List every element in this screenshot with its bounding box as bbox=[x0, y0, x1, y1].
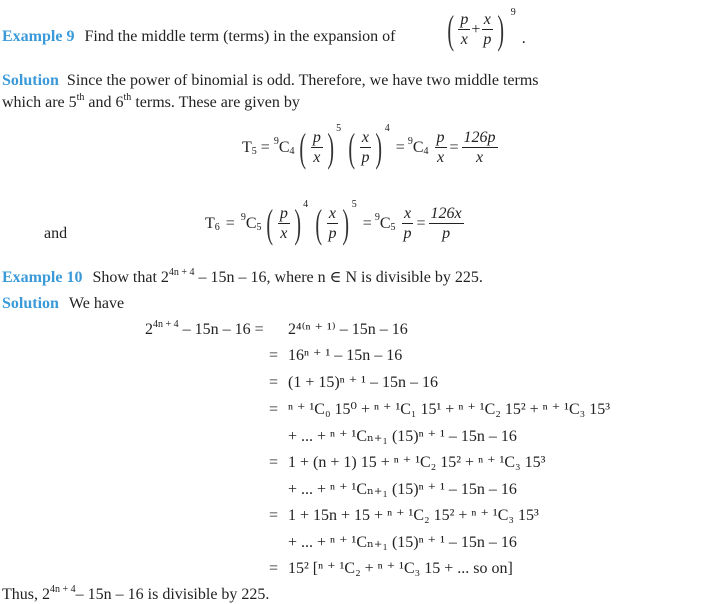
t5-eq3: = bbox=[449, 139, 459, 156]
sup-th1: th bbox=[76, 92, 85, 103]
t5-sub: 5 bbox=[251, 146, 257, 157]
eq-sign-5: = bbox=[269, 454, 279, 471]
t5-f3d: x bbox=[436, 149, 445, 166]
sup-th2: th bbox=[123, 92, 132, 103]
period: . bbox=[521, 30, 526, 47]
t5-c2pre: 9 bbox=[407, 136, 413, 147]
derivation-line-7: 1 + 15n + 15 + ⁿ ⁺ ¹C₂ 15² + ⁿ ⁺ ¹C₃ 15³ bbox=[288, 507, 539, 524]
solution10-line bbox=[2, 296, 124, 312]
example10-text-b: – 15n – 16, where n ∈ N is divisible by 225. bbox=[194, 269, 483, 286]
derivation-line-8: + ... + ⁿ ⁺ ¹Cₙ₊₁ (15)ⁿ ⁺ ¹ – 15n – 16 bbox=[288, 534, 517, 551]
t6-eq2: = bbox=[362, 215, 372, 232]
conclusion-line bbox=[2, 584, 270, 603]
solution9-line1 bbox=[2, 73, 539, 89]
solution9-text2b: and 6 bbox=[84, 94, 124, 111]
conclusion-text-a: Thus, 2 bbox=[2, 586, 50, 603]
lhs-base: 2 bbox=[145, 321, 153, 338]
solution9-text2c: terms. These are given by bbox=[131, 94, 300, 111]
t6-equation: T $_6$ = $^9$ C $_5$ ( $\frac{p}{x}$ ) 4 ( $\frac{x}{p}$ ) 5 = $^9$ C $_5$ $\frac{x}{p}$ = $\frac{126x}{p}$ bbox=[205, 199, 462, 246]
t5-e1: 5 bbox=[336, 123, 342, 134]
t5-eq1: = bbox=[260, 139, 270, 156]
t5-c2sub: 4 bbox=[423, 146, 429, 157]
solution9-line2 bbox=[2, 92, 300, 111]
solution9-text2a: which are 5 bbox=[2, 94, 77, 111]
t6-T: T bbox=[205, 215, 215, 232]
frac2-den: p bbox=[483, 31, 492, 48]
and-label: and bbox=[44, 225, 68, 242]
example10-line bbox=[2, 267, 483, 286]
t6-csub: 5 bbox=[256, 222, 262, 233]
derivation-lhs bbox=[145, 319, 264, 338]
derivation-line-0: 2⁴⁽ⁿ ⁺ ¹⁾ – 15n – 16 bbox=[288, 321, 408, 338]
eq-sign-2: = bbox=[269, 374, 279, 391]
t6-f3n: x bbox=[403, 205, 412, 222]
t6-f4n: 126x bbox=[430, 205, 462, 222]
solution10-text: We have bbox=[68, 295, 125, 312]
example9-text: Find the middle term (terms) in the expansion of bbox=[84, 28, 396, 45]
solution9-label: Solution bbox=[2, 72, 59, 89]
derivation-line-5: 1 + (n + 1) 15 + ⁿ ⁺ ¹C₂ 15² + ⁿ ⁺ ¹C₃ 15³ bbox=[288, 454, 546, 471]
frac2-num: x bbox=[483, 11, 491, 28]
t5-f3n: p bbox=[436, 129, 445, 146]
t5-cpre: 9 bbox=[273, 136, 279, 147]
t5-f2d: p bbox=[361, 149, 370, 166]
t6-sub: 6 bbox=[214, 222, 220, 233]
lhs-rest: – 15n – 16 = bbox=[178, 321, 264, 338]
t6-cpre: 9 bbox=[240, 212, 246, 223]
t6-eq1: = bbox=[225, 215, 235, 232]
t6-f3d: p bbox=[403, 225, 412, 242]
t5-f4n: 126p bbox=[463, 129, 496, 146]
example9-expression: ( $\frac{p}{x}$ + $\frac{x}{p}$ ) 9 . bbox=[447, 7, 526, 52]
t5-C: C bbox=[278, 139, 290, 156]
derivation-line-3: ⁿ ⁺ ¹C₀ 15⁰ + ⁿ ⁺ ¹C₁ 15¹ + ⁿ ⁺ ¹C₂ 15² + ⁿ ⁺ ¹C₃ 15³ bbox=[288, 401, 610, 418]
t6-c2sub: 5 bbox=[390, 222, 396, 233]
plus-sign: + bbox=[471, 21, 481, 38]
solution9-text1: Since the power of binomial is odd. Therefore, we have two middle terms bbox=[66, 72, 539, 89]
derivation-line-1: 16ⁿ ⁺ ¹ – 15n – 16 bbox=[288, 347, 403, 364]
conclusion-exp: 4n + 4 bbox=[50, 584, 76, 595]
eq-sign-3: = bbox=[269, 401, 279, 418]
frac1-num: p bbox=[460, 11, 469, 28]
t5-eq2: = bbox=[395, 139, 405, 156]
derivation-line-2: (1 + 15)ⁿ ⁺ ¹ – 15n – 16 bbox=[288, 374, 438, 391]
t5-f4d: x bbox=[475, 149, 484, 166]
t6-f1d: x bbox=[280, 225, 288, 242]
t5-T: T bbox=[242, 139, 252, 156]
t6-C: C bbox=[245, 215, 257, 232]
derivation-line-4: + ... + ⁿ ⁺ ¹Cₙ₊₁ (15)ⁿ ⁺ ¹ – 15n – 16 bbox=[288, 428, 517, 445]
t6-e1: 4 bbox=[303, 199, 309, 210]
eq-sign-7: = bbox=[269, 507, 279, 524]
eq-sign-9: = bbox=[269, 560, 279, 577]
t5-f1n: p bbox=[312, 129, 321, 146]
t5-f1d: x bbox=[313, 149, 321, 166]
derivation-line-6: + ... + ⁿ ⁺ ¹Cₙ₊₁ (15)ⁿ ⁺ ¹ – 15n – 16 bbox=[288, 481, 517, 498]
t6-c2pre: 9 bbox=[374, 212, 380, 223]
t6-C2: C bbox=[379, 215, 391, 232]
example10-label: Example 10 bbox=[2, 269, 83, 286]
t6-f2d: p bbox=[328, 225, 337, 242]
t6-f1n: p bbox=[279, 205, 288, 222]
power-9: 9 bbox=[510, 7, 516, 18]
solution10-label: Solution bbox=[2, 295, 59, 312]
t5-e2: 4 bbox=[384, 123, 390, 134]
conclusion-text-b: – 15n – 16 is divisible by 225. bbox=[75, 586, 270, 603]
example9-label: Example 9 bbox=[2, 28, 75, 45]
t6-f4d: p bbox=[442, 225, 451, 242]
example9-line bbox=[2, 29, 396, 45]
t5-C2: C bbox=[412, 139, 424, 156]
t6-e2: 5 bbox=[351, 199, 357, 210]
t5-csub: 4 bbox=[289, 146, 295, 157]
t6-eq3: = bbox=[416, 215, 426, 232]
example10-exp: 4n + 4 bbox=[168, 267, 195, 278]
t5-equation: T $_5$ = $^9$ C $_4$ ( $\frac{p}{x}$ ) 5 ( $\frac{x}{p}$ ) 4 = $^9$ C $_4$ $\frac{p}{x}$ = $\frac{126p}{x}$ bbox=[242, 123, 496, 170]
t6-f2n: x bbox=[328, 205, 337, 222]
lhs-exp: 4n + 4 bbox=[153, 319, 179, 330]
derivation-line-9: 15² [ⁿ ⁺ ¹C₂ + ⁿ ⁺ ¹C₃ 15 + ... so on] bbox=[288, 560, 513, 577]
frac1-den: x bbox=[460, 31, 468, 48]
eq-sign-1: = bbox=[269, 347, 279, 364]
example10-text-a: Show that 2 bbox=[92, 269, 169, 286]
t5-f2n: x bbox=[361, 129, 370, 146]
